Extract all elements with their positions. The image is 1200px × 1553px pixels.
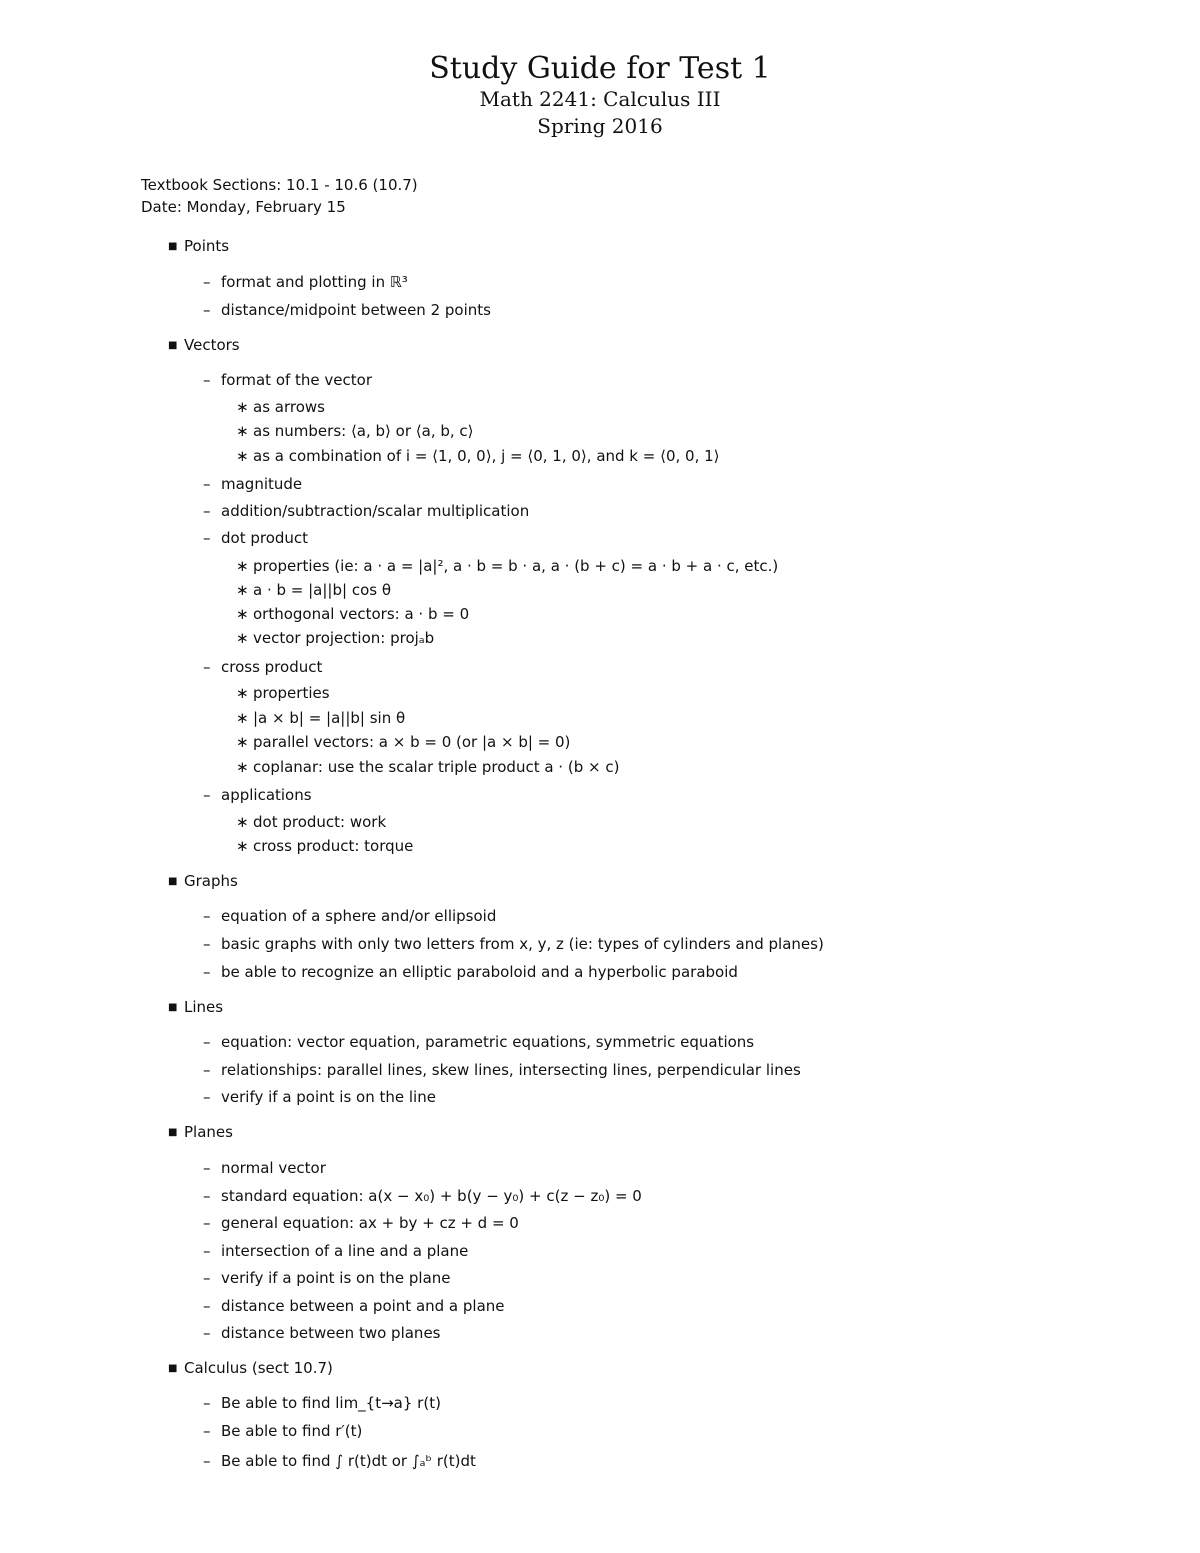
item-text: properties (253, 684, 330, 702)
item-text: coplanar: use the scalar triple product a · (b × c) (253, 758, 620, 776)
item-text: standard equation: a(x − x₀) + b(y − y₀) + c(z − z₀) = 0 (221, 1187, 642, 1205)
detail-item (236, 836, 413, 856)
subtopic-item (203, 1032, 754, 1052)
square-bullet-icon: ■ (168, 340, 178, 351)
item-text: relationships: parallel lines, skew lines, intersecting lines, perpendicular lines (221, 1061, 801, 1079)
subtopic-item (203, 1323, 441, 1343)
asterisk-bullet-icon: ∗ (236, 684, 249, 702)
dash-bullet-icon: – (203, 1269, 211, 1287)
topic-heading (168, 335, 240, 356)
item-text: Vectors (184, 336, 240, 354)
topic-heading (168, 1358, 333, 1379)
subtopic-item (203, 1087, 436, 1107)
subtopic-item (203, 1393, 441, 1413)
item-text: a · b = |a||b| cos θ (253, 581, 392, 599)
topic-heading (168, 1122, 233, 1143)
item-text: Points (184, 237, 230, 255)
item-text: vector projection: projₐb (253, 629, 435, 647)
subtopic-item (203, 657, 322, 677)
asterisk-bullet-icon: ∗ (236, 837, 249, 855)
item-text: equation: vector equation, parametric equations, symmetric equations (221, 1033, 755, 1051)
topic-heading (168, 236, 229, 257)
topic-heading (168, 997, 223, 1018)
subtopic-item (203, 1213, 519, 1233)
dash-bullet-icon: – (203, 907, 211, 925)
item-text: as arrows (253, 398, 325, 416)
subtopic-item (203, 1296, 505, 1316)
detail-item (236, 446, 720, 466)
subtopic-item (203, 1060, 801, 1080)
item-text: format of the vector (221, 371, 373, 389)
course-subtitle: Math 2241: Calculus III (479, 87, 721, 111)
subtopic-item (203, 1241, 468, 1261)
asterisk-bullet-icon: ∗ (236, 398, 249, 416)
subtopic-item (203, 528, 308, 548)
item-text: be able to recognize an elliptic paraboloid and a hyperbolic paraboid (221, 963, 738, 981)
square-bullet-icon: ■ (168, 1127, 178, 1138)
dash-bullet-icon: – (203, 1033, 211, 1051)
item-text: Calculus (sect 10.7) (184, 1359, 333, 1377)
dash-bullet-icon: – (203, 786, 211, 804)
item-text: as a combination of i = ⟨1, 0, 0⟩, j = ⟨0, 1, 0⟩, and k = ⟨0, 0, 1⟩ (253, 447, 720, 465)
item-text: Be able to find lim_{t→a} r(t) (221, 1394, 441, 1412)
dash-bullet-icon: – (203, 1159, 211, 1177)
dash-bullet-icon: – (203, 1452, 211, 1470)
asterisk-bullet-icon: ∗ (236, 758, 249, 776)
item-text: dot product (221, 529, 309, 547)
dash-bullet-icon: – (203, 1061, 211, 1079)
dash-bullet-icon: – (203, 935, 211, 953)
subtopic-item (203, 1451, 476, 1471)
detail-item (236, 628, 434, 648)
asterisk-bullet-icon: ∗ (236, 422, 249, 440)
item-text: dot product: work (253, 813, 387, 831)
subtopic-item (203, 1158, 326, 1178)
item-text: distance between a point and a plane (221, 1297, 505, 1315)
asterisk-bullet-icon: ∗ (236, 709, 249, 727)
dash-bullet-icon: – (203, 1242, 211, 1260)
item-text: verify if a point is on the line (221, 1088, 436, 1106)
item-text: verify if a point is on the plane (221, 1269, 451, 1287)
item-text: general equation: ax + by + cz + d = 0 (221, 1214, 519, 1232)
subtopic-item (203, 501, 529, 521)
detail-item (236, 683, 330, 703)
dash-bullet-icon: – (203, 1422, 211, 1440)
item-text: as numbers: ⟨a, b⟩ or ⟨a, b, c⟩ (253, 422, 474, 440)
item-text: parallel vectors: a × b = 0 (or |a × b| = 0) (253, 733, 571, 751)
test-date: Date: Monday, February 15 (141, 198, 346, 216)
item-text: Lines (184, 998, 224, 1016)
square-bullet-icon: ■ (168, 1002, 178, 1013)
item-text: orthogonal vectors: a · b = 0 (253, 605, 470, 623)
square-bullet-icon: ■ (168, 241, 178, 252)
detail-item (236, 757, 619, 777)
asterisk-bullet-icon: ∗ (236, 557, 249, 575)
asterisk-bullet-icon: ∗ (236, 581, 249, 599)
item-text: Planes (184, 1123, 233, 1141)
item-text: |a × b| = |a||b| sin θ (253, 709, 406, 727)
item-text: equation of a sphere and/or ellipsoid (221, 907, 497, 925)
subtopic-item (203, 785, 312, 805)
dash-bullet-icon: – (203, 273, 211, 291)
page-title: Study Guide for Test 1 (429, 51, 771, 86)
detail-item (236, 580, 391, 600)
item-text: properties (ie: a · a = |a|², a · b = b · a, a · (b + c) = a · b + a · c, etc.) (253, 557, 779, 575)
subtopic-item (203, 962, 738, 982)
item-text: intersection of a line and a plane (221, 1242, 469, 1260)
square-bullet-icon: ■ (168, 1363, 178, 1374)
dash-bullet-icon: – (203, 1324, 211, 1342)
item-text: distance between two planes (221, 1324, 441, 1342)
textbook-sections: Textbook Sections: 10.1 - 10.6 (10.7) (141, 176, 418, 194)
detail-item (236, 556, 778, 576)
dash-bullet-icon: – (203, 1394, 211, 1412)
term-subtitle: Spring 2016 (537, 114, 663, 138)
dash-bullet-icon: – (203, 529, 211, 547)
dash-bullet-icon: – (203, 475, 211, 493)
item-text: format and plotting in ℝ³ (221, 273, 408, 291)
topic-heading (168, 871, 238, 892)
subtopic-item (203, 474, 302, 494)
subtopic-item (203, 906, 496, 926)
subtopic-item (203, 272, 408, 292)
dash-bullet-icon: – (203, 1297, 211, 1315)
subtopic-item (203, 1268, 451, 1288)
square-bullet-icon: ■ (168, 876, 178, 887)
dash-bullet-icon: – (203, 1187, 211, 1205)
subtopic-item (203, 300, 491, 320)
item-text: basic graphs with only two letters from x, y, z (ie: types of cylinders and planes) (221, 935, 824, 953)
dash-bullet-icon: – (203, 1214, 211, 1232)
item-text: cross product (221, 658, 323, 676)
asterisk-bullet-icon: ∗ (236, 629, 249, 647)
dash-bullet-icon: – (203, 502, 211, 520)
item-text: magnitude (221, 475, 303, 493)
item-text: normal vector (221, 1159, 326, 1177)
dash-bullet-icon: – (203, 371, 211, 389)
dash-bullet-icon: – (203, 301, 211, 319)
subtopic-item (203, 934, 824, 954)
dash-bullet-icon: – (203, 1088, 211, 1106)
asterisk-bullet-icon: ∗ (236, 605, 249, 623)
item-text: Graphs (184, 872, 238, 890)
detail-item (236, 812, 386, 832)
dash-bullet-icon: – (203, 658, 211, 676)
subtopic-item (203, 1186, 642, 1206)
subtopic-item (203, 1421, 362, 1441)
detail-item (236, 604, 469, 624)
dash-bullet-icon: – (203, 963, 211, 981)
detail-item (236, 397, 325, 417)
item-text: applications (221, 786, 312, 804)
asterisk-bullet-icon: ∗ (236, 733, 249, 751)
item-text: cross product: torque (253, 837, 414, 855)
subtopic-item (203, 370, 372, 390)
item-text: Be able to find r′(t) (221, 1422, 363, 1440)
detail-item (236, 732, 570, 752)
asterisk-bullet-icon: ∗ (236, 813, 249, 831)
item-text: distance/midpoint between 2 points (221, 301, 491, 319)
detail-item (236, 421, 474, 441)
asterisk-bullet-icon: ∗ (236, 447, 249, 465)
item-text: Be able to find ∫ r(t)dt or ∫ₐᵇ r(t)dt (221, 1452, 476, 1470)
detail-item (236, 708, 405, 728)
item-text: addition/subtraction/scalar multiplication (221, 502, 530, 520)
